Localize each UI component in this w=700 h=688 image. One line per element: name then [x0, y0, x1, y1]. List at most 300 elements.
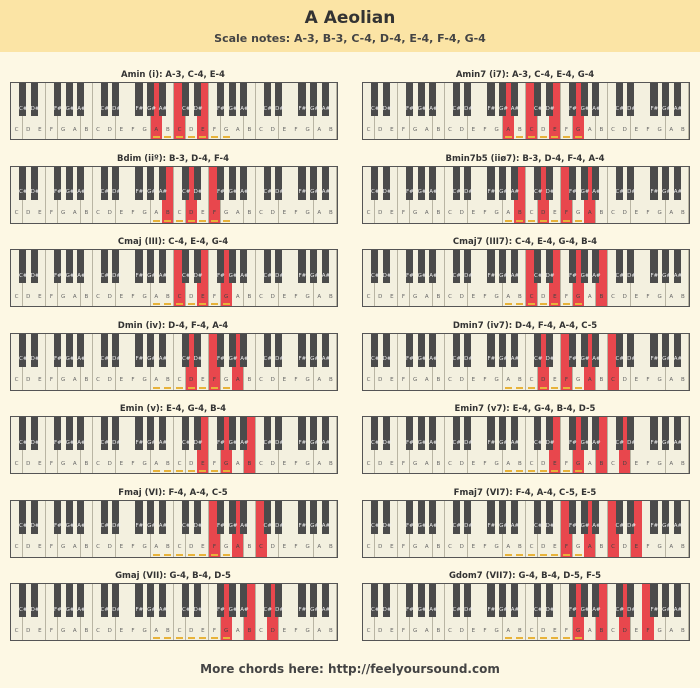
- black-key: [581, 584, 588, 617]
- black-key: [464, 167, 474, 200]
- black-key: [418, 501, 425, 534]
- black-key: [546, 584, 553, 617]
- white-key-label: G: [657, 126, 662, 133]
- black-key-label: D#: [112, 189, 122, 195]
- black-key-label: C#: [19, 272, 28, 279]
- black-key-label: D#: [275, 523, 285, 529]
- white-key-label: F: [646, 544, 650, 550]
- black-key-label: A#: [510, 272, 520, 279]
- white-key-label: F: [212, 377, 217, 383]
- white-key-label: B: [84, 627, 89, 634]
- black-key: [487, 83, 494, 116]
- black-key: [101, 167, 108, 200]
- black-key-label: C#: [371, 189, 380, 195]
- black-key: [194, 250, 201, 283]
- black-key-label: D#: [382, 105, 392, 112]
- white-key-label: G: [494, 627, 499, 634]
- white-key-label: E: [119, 627, 124, 634]
- white-key-label: B: [166, 460, 170, 467]
- black-key-label: F#: [135, 606, 144, 613]
- white-key-label: G: [657, 377, 662, 383]
- white-key-label: G: [61, 544, 66, 550]
- white-key-label: E: [119, 293, 124, 300]
- black-key-label: F#: [135, 189, 144, 195]
- black-key: [371, 584, 378, 617]
- white-key-label: B: [599, 627, 604, 634]
- chord-label: Dmin7 (iv7): D-4, F-4, A-4, C-5: [452, 320, 598, 331]
- white-key-label: B: [329, 126, 333, 133]
- white-key-label: B: [329, 544, 333, 550]
- white-key-label: D: [270, 627, 275, 634]
- scale-note-marker: [188, 220, 195, 222]
- black-key: [429, 83, 436, 116]
- black-key-label: A#: [429, 606, 438, 613]
- black-key-label: A#: [510, 439, 520, 446]
- black-key: [54, 334, 61, 367]
- black-key-label: D#: [30, 439, 40, 446]
- white-key-label: C: [366, 460, 371, 467]
- white-key-label: A: [72, 293, 77, 300]
- black-key-label: C#: [615, 439, 624, 446]
- black-key-label: D#: [464, 356, 474, 362]
- black-key-label: A#: [429, 356, 438, 362]
- black-key: [371, 417, 378, 450]
- white-key-label: G: [224, 627, 229, 634]
- black-key-label: F#: [650, 189, 659, 195]
- white-key-label: D: [26, 210, 31, 216]
- white-key-label: E: [471, 293, 476, 300]
- black-key: [464, 250, 474, 283]
- black-key-label: F#: [405, 105, 414, 112]
- black-key: [135, 83, 142, 116]
- black-key: [453, 83, 460, 116]
- piano-keyboard: [10, 416, 338, 474]
- black-key: [194, 167, 201, 200]
- black-key: [135, 334, 142, 367]
- black-key-label: A#: [429, 189, 438, 195]
- piano-keyboard: [362, 82, 690, 140]
- black-key: [240, 584, 247, 617]
- white-key-label: B: [518, 126, 522, 133]
- white-key-label: B: [681, 126, 685, 133]
- black-key-label: D#: [545, 523, 555, 529]
- white-key-label: E: [390, 293, 394, 300]
- black-key: [383, 83, 390, 116]
- black-key: [406, 167, 413, 200]
- white-key-label: E: [471, 627, 476, 634]
- white-key-label: C: [611, 293, 615, 300]
- black-key-label: A#: [158, 606, 168, 613]
- black-key: [581, 83, 588, 116]
- scale-note-marker: [528, 136, 535, 138]
- white-key-label: A: [424, 293, 429, 300]
- black-key-label: C#: [100, 523, 109, 529]
- black-key-label: A#: [673, 105, 683, 112]
- page-title: A Aeolian: [304, 8, 396, 28]
- white-key-label: A: [235, 293, 240, 300]
- chord-diagram: [10, 154, 348, 234]
- black-key: [66, 83, 73, 116]
- footer-link[interactable]: More chords here: http://feelyoursound.com: [200, 662, 500, 676]
- black-key: [298, 584, 305, 617]
- black-key-label: C#: [452, 523, 461, 529]
- white-key-label: E: [201, 126, 205, 133]
- black-key: [66, 334, 73, 367]
- scale-note-marker: [563, 637, 570, 639]
- black-key-label: F#: [298, 439, 307, 446]
- black-key: [487, 334, 494, 367]
- black-key: [31, 334, 38, 367]
- black-key: [429, 167, 436, 200]
- black-key: [406, 250, 413, 283]
- white-key-label: F: [212, 460, 217, 467]
- black-key: [54, 417, 61, 450]
- white-key-label: A: [424, 460, 429, 467]
- white-key-label: G: [576, 126, 581, 133]
- black-key-label: G#: [662, 356, 671, 362]
- black-key: [674, 334, 681, 367]
- black-key-label: A#: [429, 439, 438, 446]
- white-key-label: A: [587, 126, 592, 133]
- white-key-label: C: [529, 210, 534, 216]
- black-key-label: D#: [382, 439, 392, 446]
- white-key-label: A: [317, 627, 322, 634]
- black-key: [322, 584, 329, 617]
- black-key-label: C#: [263, 356, 272, 362]
- piano-keyboard: [362, 583, 690, 641]
- white-key-label: F: [49, 293, 54, 300]
- black-key: [229, 501, 236, 534]
- black-key-label: D#: [545, 105, 555, 112]
- white-key-label: D: [541, 293, 546, 300]
- white-key-label: D: [622, 210, 627, 216]
- white-key-label: F: [483, 377, 487, 383]
- white-key-label: E: [119, 377, 124, 383]
- black-key-label: A#: [673, 606, 683, 613]
- black-key: [674, 167, 681, 200]
- black-key-label: D#: [193, 523, 203, 529]
- black-key: [487, 501, 494, 534]
- black-key-label: G#: [65, 523, 75, 529]
- black-key-label: F#: [568, 189, 577, 195]
- black-key: [662, 334, 669, 367]
- black-key: [487, 584, 494, 617]
- white-key-label: B: [599, 126, 604, 133]
- black-key-label: D#: [193, 606, 203, 613]
- black-key: [627, 250, 637, 283]
- black-key-label: D#: [627, 272, 637, 279]
- black-key-label: F#: [405, 356, 414, 362]
- white-key-label: A: [235, 377, 240, 383]
- black-key-label: F#: [298, 356, 307, 362]
- black-key-label: D#: [193, 439, 203, 446]
- black-key-label: G#: [65, 606, 75, 613]
- black-key: [264, 167, 271, 200]
- scale-note-marker: [516, 554, 523, 556]
- black-key: [453, 167, 460, 200]
- black-key-label: A#: [429, 272, 438, 279]
- chord-diagram: [10, 237, 348, 317]
- black-key-label: G#: [147, 189, 156, 195]
- black-key-label: D#: [627, 105, 637, 112]
- white-key-label: B: [329, 210, 333, 216]
- black-key: [546, 417, 553, 450]
- white-key-label: D: [26, 627, 31, 634]
- black-key-label: C#: [182, 105, 191, 112]
- black-key-label: A#: [592, 272, 601, 279]
- white-key-label: F: [212, 210, 217, 216]
- white-key-label: C: [448, 210, 452, 216]
- black-key-label: F#: [650, 356, 659, 362]
- white-key-label: A: [669, 377, 674, 383]
- white-key-label: C: [14, 627, 19, 634]
- white-key-label: G: [576, 377, 581, 383]
- black-key: [464, 584, 474, 617]
- scale-note-marker: [505, 136, 512, 138]
- black-key-label: G#: [499, 606, 508, 613]
- black-key: [194, 334, 201, 367]
- white-key-label: F: [401, 210, 406, 216]
- black-key-label: C#: [615, 523, 624, 529]
- piano-keyboard: [10, 500, 338, 558]
- white-key-label: C: [611, 627, 615, 634]
- black-key: [135, 250, 142, 283]
- white-key-label: B: [247, 460, 252, 467]
- black-key: [322, 501, 329, 534]
- black-key-label: A#: [510, 189, 520, 195]
- black-key-label: F#: [216, 439, 225, 446]
- black-key: [616, 334, 623, 367]
- black-key-label: D#: [382, 189, 392, 195]
- black-key: [650, 417, 657, 450]
- white-key-label: G: [413, 544, 418, 550]
- black-key-label: A#: [673, 272, 683, 279]
- black-key: [511, 334, 518, 367]
- black-key: [298, 501, 305, 534]
- white-key-label: B: [681, 210, 685, 216]
- white-key-label: F: [131, 627, 135, 634]
- white-key-label: E: [553, 293, 557, 300]
- white-key-label: G: [142, 126, 147, 133]
- white-key-label: E: [471, 126, 476, 133]
- black-key-label: F#: [298, 272, 307, 279]
- white-key-label: G: [142, 544, 147, 550]
- black-key: [310, 250, 317, 283]
- white-key-label: B: [329, 377, 333, 383]
- black-key-label: A#: [321, 272, 331, 279]
- black-key: [534, 83, 541, 116]
- black-key: [569, 250, 576, 283]
- black-key: [182, 584, 189, 617]
- black-key-label: D#: [627, 439, 637, 446]
- black-key-label: A#: [77, 439, 86, 446]
- black-key-label: G#: [147, 356, 156, 362]
- white-key-label: E: [38, 544, 42, 550]
- white-key-label: F: [131, 293, 135, 300]
- black-key: [19, 167, 26, 200]
- black-key-label: G#: [580, 189, 590, 195]
- chord-diagram: [362, 321, 700, 401]
- black-key: [534, 334, 541, 367]
- white-key-label: C: [448, 377, 452, 383]
- black-key-label: C#: [263, 272, 272, 279]
- white-key-label: D: [107, 460, 112, 467]
- black-key: [371, 334, 378, 367]
- black-key-label: D#: [627, 523, 637, 529]
- black-key-label: G#: [310, 105, 319, 112]
- black-key-label: F#: [568, 272, 577, 279]
- white-key-label: D: [189, 293, 194, 300]
- black-key: [569, 501, 576, 534]
- black-key: [240, 501, 247, 534]
- scale-note-marker: [153, 303, 160, 305]
- black-key: [194, 417, 201, 450]
- black-key: [453, 417, 460, 450]
- white-key-label: E: [201, 377, 205, 383]
- white-key-label: B: [247, 544, 252, 550]
- black-key-label: F#: [487, 356, 496, 362]
- white-key-label: C: [448, 544, 452, 550]
- black-key: [77, 417, 84, 450]
- white-key-label: C: [96, 544, 100, 550]
- scale-note-marker: [164, 220, 171, 222]
- chord-diagram: [362, 404, 700, 484]
- white-key-label: C: [529, 460, 534, 467]
- black-key-label: G#: [417, 439, 427, 446]
- white-key-label: A: [506, 460, 511, 467]
- white-key-label: C: [177, 627, 182, 634]
- black-key-label: F#: [53, 105, 62, 112]
- white-key-label: D: [189, 210, 194, 216]
- scale-note-marker: [563, 220, 570, 222]
- white-key-label: F: [294, 460, 298, 467]
- white-key-label: A: [317, 544, 322, 550]
- black-key: [406, 584, 413, 617]
- white-key-label: A: [72, 627, 77, 634]
- scale-note-marker: [516, 470, 523, 472]
- black-key-label: G#: [147, 606, 156, 613]
- black-key: [499, 334, 506, 367]
- scale-note-marker: [223, 470, 230, 472]
- white-key-label: A: [669, 460, 674, 467]
- white-key-label: E: [282, 627, 287, 634]
- scale-note-marker: [176, 220, 183, 222]
- white-key-label: A: [235, 627, 240, 634]
- black-key-label: G#: [580, 272, 590, 279]
- white-key-label: B: [436, 126, 441, 133]
- black-key: [627, 83, 637, 116]
- piano-keyboard: [10, 166, 338, 224]
- scale-note-marker: [223, 136, 230, 138]
- white-key-label: D: [459, 210, 464, 216]
- black-key: [453, 334, 460, 367]
- black-key: [616, 250, 623, 283]
- black-key-label: C#: [19, 189, 28, 195]
- black-key: [159, 167, 166, 200]
- black-key: [66, 250, 73, 283]
- white-key-label: D: [541, 460, 546, 467]
- black-key-label: G#: [662, 523, 671, 529]
- scale-note-marker: [505, 220, 512, 222]
- piano-keyboard: [362, 416, 690, 474]
- white-key-label: F: [294, 627, 298, 634]
- white-key-label: E: [390, 377, 394, 383]
- black-key-label: D#: [382, 356, 392, 362]
- black-key-label: G#: [499, 356, 508, 362]
- white-key-label: B: [518, 544, 522, 550]
- white-key-label: A: [72, 126, 77, 133]
- scale-notes: Scale notes: A-3, B-3, C-4, D-4, E-4, F-4, G-4: [214, 32, 486, 45]
- black-key-label: A#: [158, 439, 168, 446]
- white-key-label: F: [564, 126, 569, 133]
- black-key: [31, 250, 38, 283]
- white-key-label: A: [587, 377, 592, 383]
- black-key: [616, 167, 623, 200]
- white-key-label: G: [305, 377, 310, 383]
- black-key-label: G#: [65, 189, 75, 195]
- white-key-label: E: [119, 544, 124, 550]
- piano-keyboard: [362, 249, 690, 307]
- white-key-label: C: [177, 210, 182, 216]
- chord-label: Bdim (iiº): B-3, D-4, F-4: [117, 153, 229, 164]
- black-key: [147, 334, 154, 367]
- white-key-label: D: [378, 293, 383, 300]
- black-key: [194, 501, 201, 534]
- black-key-label: A#: [240, 606, 249, 613]
- white-key-label: B: [518, 293, 522, 300]
- black-key: [569, 584, 576, 617]
- white-key-label: B: [166, 544, 170, 550]
- white-key-label: C: [366, 377, 371, 383]
- black-key-label: F#: [298, 105, 307, 112]
- black-key-label: A#: [673, 439, 683, 446]
- white-key-label: D: [459, 544, 464, 550]
- white-key-label: F: [212, 627, 217, 634]
- scale-note-marker: [164, 637, 171, 639]
- black-key: [371, 501, 378, 534]
- black-key-label: C#: [452, 189, 461, 195]
- white-key-label: A: [506, 377, 511, 383]
- white-key-label: B: [166, 627, 170, 634]
- white-key-label: F: [564, 627, 569, 634]
- white-key-label: C: [448, 126, 452, 133]
- black-key-label: G#: [310, 606, 319, 613]
- white-key-label: E: [553, 544, 557, 550]
- white-key-label: A: [317, 293, 322, 300]
- white-key-label: A: [154, 627, 159, 634]
- black-key: [275, 501, 285, 534]
- black-key-label: G#: [65, 439, 75, 446]
- black-key-label: F#: [216, 606, 225, 613]
- white-key-label: B: [681, 544, 685, 550]
- black-key-label: D#: [275, 272, 285, 279]
- black-key-label: C#: [182, 439, 191, 446]
- scale-note-marker: [199, 387, 206, 389]
- black-key-label: G#: [310, 189, 319, 195]
- white-key-label: A: [587, 460, 592, 467]
- black-key-label: C#: [263, 439, 272, 446]
- black-key-label: D#: [30, 356, 40, 362]
- white-key-label: E: [119, 210, 124, 216]
- scale-note-marker: [153, 554, 160, 556]
- black-key: [112, 250, 122, 283]
- black-key-label: C#: [534, 105, 543, 112]
- black-key: [650, 584, 657, 617]
- black-key: [322, 417, 329, 450]
- black-key-label: D#: [30, 105, 40, 112]
- black-key-label: D#: [193, 105, 203, 112]
- black-key: [627, 334, 637, 367]
